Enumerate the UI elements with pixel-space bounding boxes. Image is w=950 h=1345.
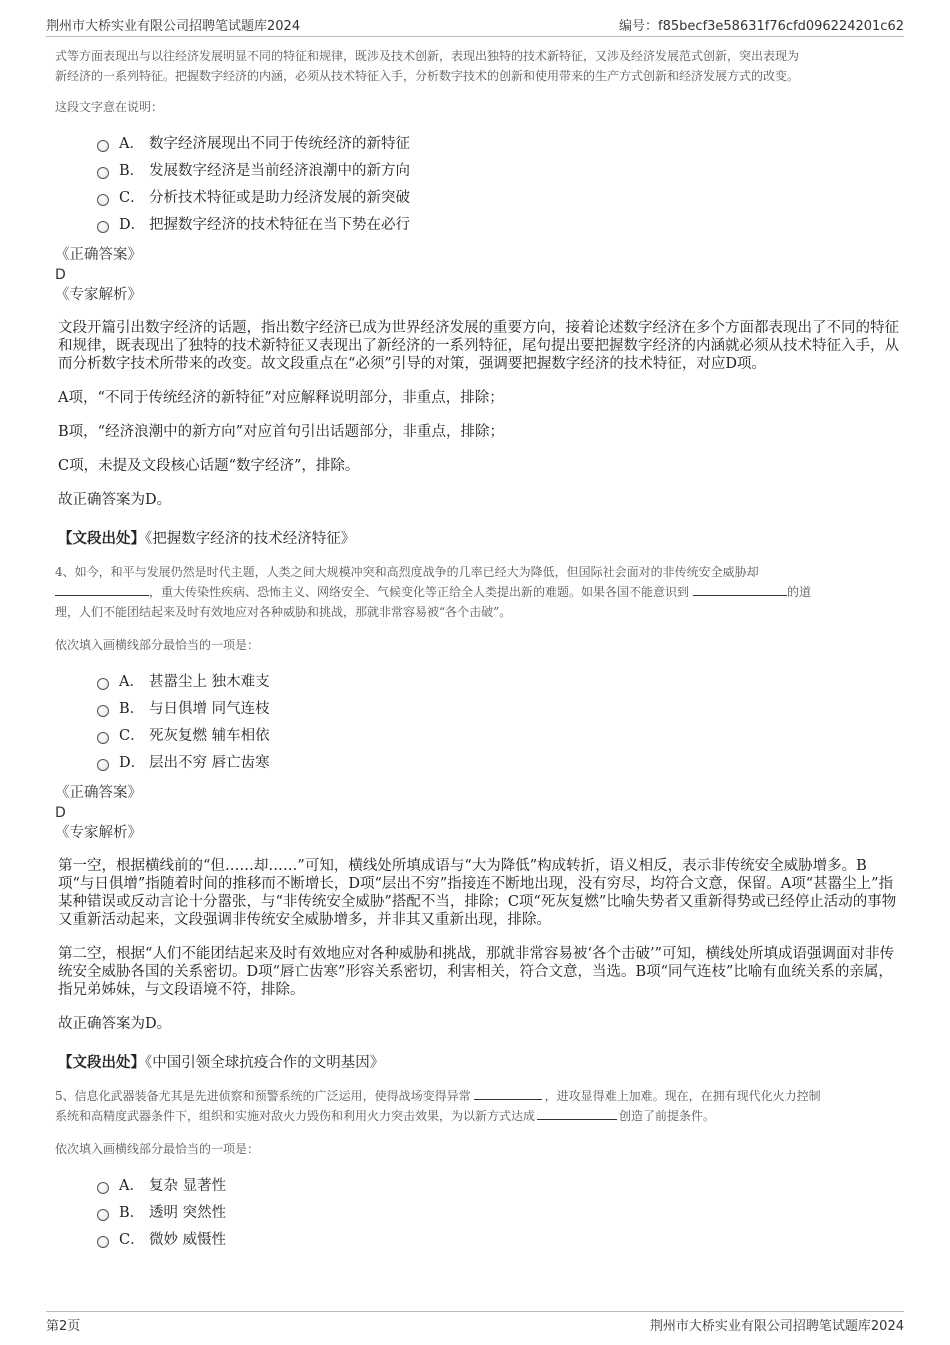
q5-line2: 系统和高精度武器条件下，组织和实施对敌火力毁伤和利用火力突击效果，为以新方式达成 创造了前提条件。 [55,1109,716,1123]
q4-analysis-p2: 第二空，根据“人们不能团结起来及时有效地应对各种威胁和挑战，那就非常容易被‘各个击破’”可知，横线处所填成语强调面对非传统安全威胁各国的关系密切。D项“唇亡齿寒”形容关系密切，利害相关，符合文意，当选。B项“同气连枝”比喻有血统关系的亲属，指兄弟姊妹，与文段语境不符，排除。 [58,946,895,998]
q3-option-d[interactable]: D． 把握数字经济的技术特征在当下势在必行 [97,212,900,239]
q3-option-c[interactable]: C． 分析技术特征或是助力经济发展的新突破 [97,185,900,212]
q4-line3: 理，人们不能团结起来及时有效地应对各种威胁和挑战，那就非常容易被“各个击破”。 [55,605,512,619]
q3-passage [55,46,900,86]
radio-icon[interactable] [97,732,109,744]
q4-option-d[interactable]: D． 层出不穷 唇亡齿寒 [97,750,900,777]
q4-option-b[interactable]: B． 与日俱增 同气连枝 [97,696,900,723]
header-title: 荆州市大桥实业有限公司招聘笔试题库2024 [46,19,301,34]
q3-analysis-p5: 故正确答案为D。 [58,492,172,508]
q4-line2: ，重大传染性疾病、恐怖主义、网络安全、气候变化等正给全人类提出新的难题。如果各国不能意识到 的道 [55,582,900,602]
q3-option-b[interactable]: B． 发展数字经济是当前经济浪潮中的新方向 [97,158,900,185]
q4-stem [55,562,900,622]
radio-icon[interactable] [97,705,109,717]
q3-options [97,131,900,239]
q4-source: 【文段出处】《中国引领全球抗疫合作的文明基因》 [58,1054,385,1071]
page-content [55,46,900,1254]
q3-prompt: 这段文字意在说明： [55,100,164,114]
q3-passage-line1: 式等方面表现出与以往经济发展明显不同的特征和规律，既涉及技术创新，表现出独特的技术新特征，又涉及经济发展范式创新，突出表现为 [55,49,800,63]
q4-answer: D [55,805,66,821]
radio-icon[interactable] [97,167,109,179]
radio-icon[interactable] [97,678,109,690]
q3-analysis-p1: 文段开篇引出数字经济的话题，指出数字经济已成为世界经济发展的重要方向，接着论述数字经济在多个方面都表现出了不同的特征和规律，既表现出了独特的技术新特征又表现出了新经济的一系列特征，尾句提出要把握数字经济的内涵就必须从技术特征入手，从而分析数字技术所带来的改变。故文段重点在“必须”引导的对策，强调要把握数字经济的技术特征，对应D项。 [58,320,899,372]
q4-analysis-p3: 故正确答案为D。 [58,1016,172,1032]
q4-analysis-p1: 第一空，根据横线前的“但……却……”可知，横线处所填成语与“大为降低”构成转折，语义相反，表示非传统安全威胁增多。B项“与日俱增”指随着时间的推移而不断增长，D项“层出不穷”指接连不断地出现，没有穷尽，均符合文意，保留。A项“甚嚣尘上”指某种错误或反动言论十分嚣张，与“非传统安全威胁”搭配不当，排除；C项“死灰复燃”比喻失势者又重新得势或已经停止活动的事物又重新活动起来，文段强调非传统安全威胁增多，并非其又重新出现，排除。 [58,858,897,928]
page-header [46,12,904,37]
page-footer [46,1311,904,1336]
radio-icon[interactable] [97,1209,109,1221]
q3-source: 【文段出处】《把握数字经济的技术经济特征》 [58,530,356,547]
q4-option-a[interactable]: A． 甚嚣尘上 独木难支 [97,669,900,696]
q4-answer-label: 《正确答案》 [55,785,142,801]
q3-analysis-p4: C项，未提及文段核心话题“数字经济”，排除。 [58,458,360,474]
footer-title: 荆州市大桥实业有限公司招聘笔试题库2024 [649,1319,904,1334]
radio-icon[interactable] [97,1236,109,1248]
q5-option-b[interactable]: B． 透明 突然性 [97,1200,900,1227]
radio-icon[interactable] [97,221,109,233]
radio-icon[interactable] [97,1182,109,1194]
q3-analysis-p3: B项，“经济浪潮中的新方向”对应首句引出话题部分，非重点，排除； [58,424,504,440]
q4-analysis-label: 《专家解析》 [55,825,142,841]
q5-options [97,1173,900,1254]
q3-analysis-label: 《专家解析》 [55,287,142,303]
q5-line1: 5、信息化武器装备尤其是先进侦察和预警系统的广泛运用，使得战场变得异常 ，进攻显得难上加难。现在，在拥有现代化火力控制 [55,1089,821,1103]
q4-prompt: 依次填入画横线部分最恰当的一项是： [55,638,260,652]
q5-option-c[interactable]: C． 微妙 威慑性 [97,1227,900,1254]
q3-passage-line2: 新经济的一系列特征。把握数字经济的内涵，必须从技术特征入手，分析数字技术的创新和使用带来的生产方式创新和经济发展方式的改变。 [55,69,800,83]
radio-icon[interactable] [97,140,109,152]
q4-blank-1 [55,583,149,596]
q4-option-c[interactable]: C． 死灰复燃 辅车相依 [97,723,900,750]
q4-options [97,669,900,777]
q5-blank-2 [537,1107,617,1120]
q3-answer-label: 《正确答案》 [55,247,142,263]
q5-option-a[interactable]: A． 复杂 显著性 [97,1173,900,1200]
page-number: 第2页 [46,1319,81,1334]
q3-option-a[interactable]: A． 数字经济展现出不同于传统经济的新特征 [97,131,900,158]
q3-answer: D [55,267,66,283]
q5-blank-1 [474,1087,542,1100]
q5-prompt: 依次填入画横线部分最恰当的一项是： [55,1142,260,1156]
q3-analysis-p2: A项，“不同于传统经济的新特征”对应解释说明部分，非重点，排除； [58,390,504,406]
radio-icon[interactable] [97,759,109,771]
radio-icon[interactable] [97,194,109,206]
header-serial: 编号：f85becf3e58631f76cfd096224201c62 [619,19,904,34]
q4-line1: 4、如今，和平与发展仍然是时代主题，人类之间大规模冲突和高烈度战争的几率已经大为降低，但国际社会面对的非传统安全威胁却 [55,565,759,579]
q5-stem [55,1086,900,1126]
q4-blank-2 [693,583,787,596]
